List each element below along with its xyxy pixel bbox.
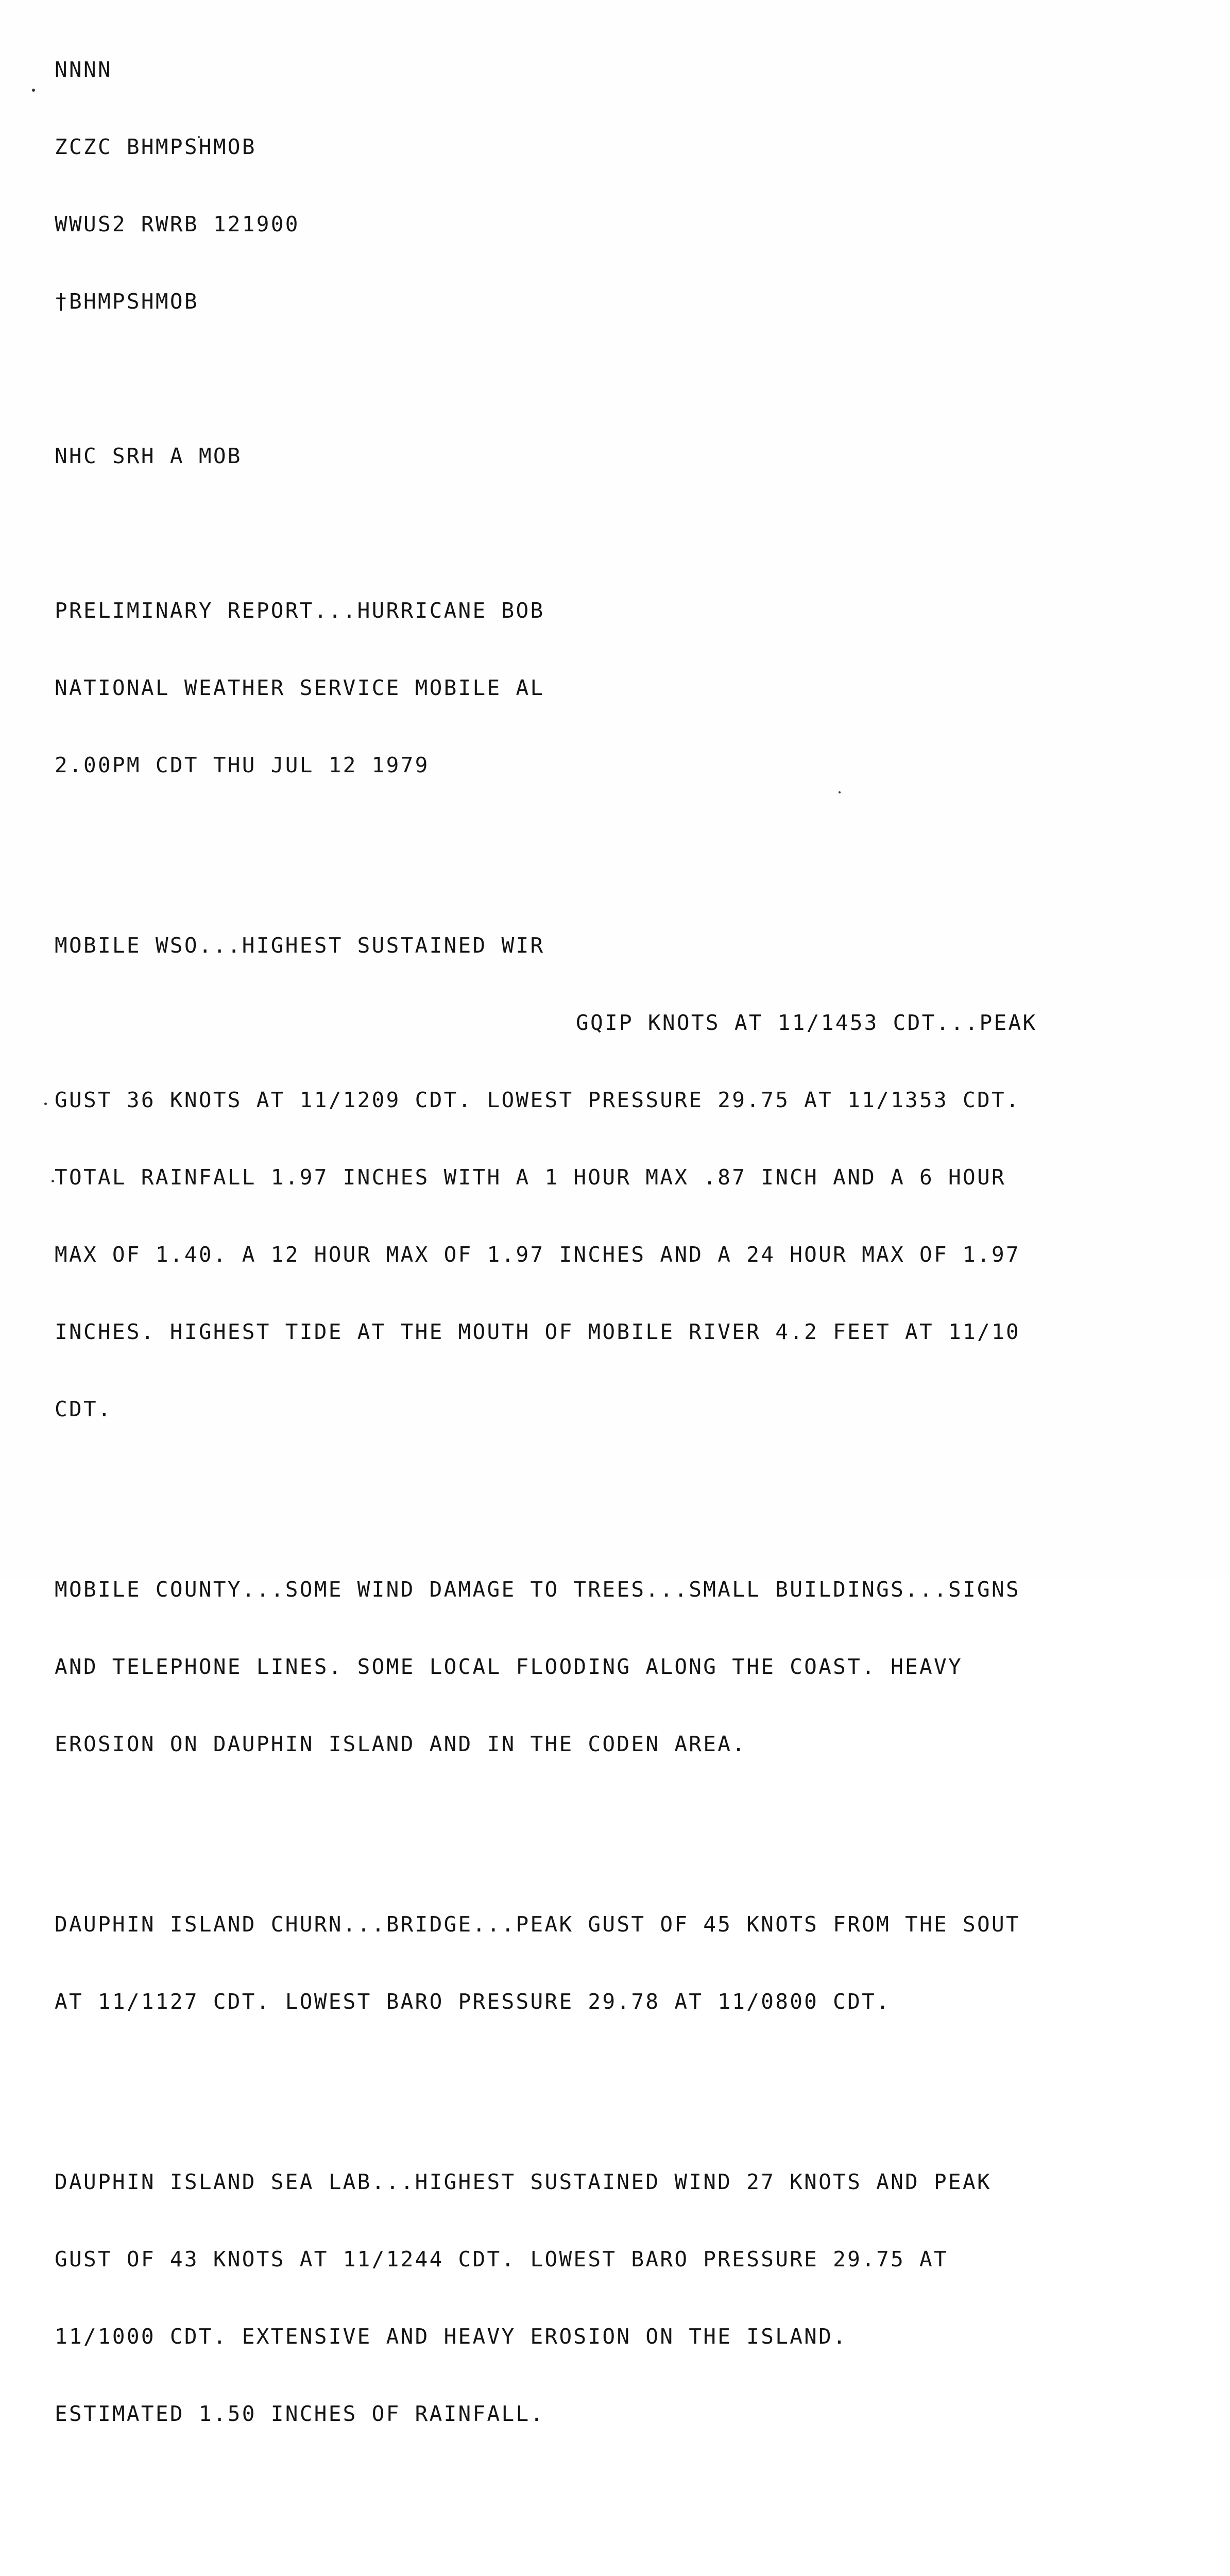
blank-line — [55, 2066, 1219, 2092]
mobile-wso-line: MAX OF 1.40. A 12 HOUR MAX OF 1.97 INCHES AND A 24 HOUR MAX OF 1.97 — [55, 1242, 1020, 1267]
blank-line — [55, 520, 1219, 546]
sea-lab-line: ESTIMATED 1.50 INCHES OF RAINFALL. — [55, 2401, 545, 2426]
dauphin-churn-line: DAUPHIN ISLAND CHURN...BRIDGE...PEAK GUST OF 45 KNOTS FROM THE SOUT — [55, 1912, 1020, 1937]
blank-line — [55, 1473, 1219, 1499]
mobile-wso-line: GUST 36 KNOTS AT 11/1209 CDT. LOWEST PRESSURE 29.75 AT 11/1353 CDT. — [55, 1088, 1020, 1112]
scan-speck — [52, 1180, 54, 1182]
blank-line — [55, 1808, 1219, 1834]
mobile-wso-line: MOBILE WSO...HIGHEST SUSTAINED WIR — [55, 933, 545, 958]
routing-line: NHC SRH A MOB — [55, 444, 242, 468]
header-line: WWUS2 RWRB 121900 — [55, 212, 300, 236]
scan-speck — [44, 1103, 47, 1105]
sea-lab-line: GUST OF 43 KNOTS AT 11/1244 CDT. LOWEST BARO PRESSURE 29.75 AT — [55, 2247, 949, 2272]
blank-line — [55, 829, 1219, 855]
mobile-wso-line: TOTAL RAINFALL 1.97 INCHES WITH A 1 HOUR MAX .87 INCH AND A 6 HOUR — [55, 1165, 1006, 1190]
sea-lab-line: 11/1000 CDT. EXTENSIVE AND HEAVY EROSION ON THE ISLAND. — [55, 2324, 848, 2349]
header-line: ZCZC BHMPSHMOB — [55, 134, 257, 159]
issuing-office: NATIONAL WEATHER SERVICE MOBILE AL — [55, 675, 545, 700]
report-title: PRELIMINARY REPORT...HURRICANE BOB — [55, 598, 545, 623]
scan-speck — [32, 89, 35, 92]
dauphin-churn-line: AT 11/1127 CDT. LOWEST BARO PRESSURE 29.78 AT 11/0800 CDT. — [55, 1989, 891, 2014]
issue-time: 2.00PM CDT THU JUL 12 1979 — [55, 753, 430, 777]
blank-line — [55, 2478, 1219, 2504]
mobile-wso-line: GQIP KNOTS AT 11/1453 CDT...PEAK — [576, 1010, 1037, 1035]
header-line: NNNN — [55, 57, 112, 82]
mobile-wso-line: INCHES. HIGHEST TIDE AT THE MOUTH OF MOBILE RIVER 4.2 FEET AT 11/10 — [55, 1319, 1020, 1344]
header-line: †BHMPSHMOB — [55, 289, 199, 314]
report-text — [55, 5, 1219, 2576]
mobile-county-line: MOBILE COUNTY...SOME WIND DAMAGE TO TREES...SMALL BUILDINGS...SIGNS — [55, 1577, 1020, 1602]
blank-line — [55, 366, 1219, 392]
sea-lab-line: DAUPHIN ISLAND SEA LAB...HIGHEST SUSTAINED WIND 27 KNOTS AND PEAK — [55, 2170, 992, 2194]
mobile-county-line: AND TELEPHONE LINES. SOME LOCAL FLOODING ALONG THE COAST. HEAVY — [55, 1654, 963, 1679]
mobile-county-line: EROSION ON DAUPHIN ISLAND AND IN THE CODEN AREA. — [55, 1732, 747, 1756]
mobile-wso-line: CDT. — [55, 1397, 112, 1421]
